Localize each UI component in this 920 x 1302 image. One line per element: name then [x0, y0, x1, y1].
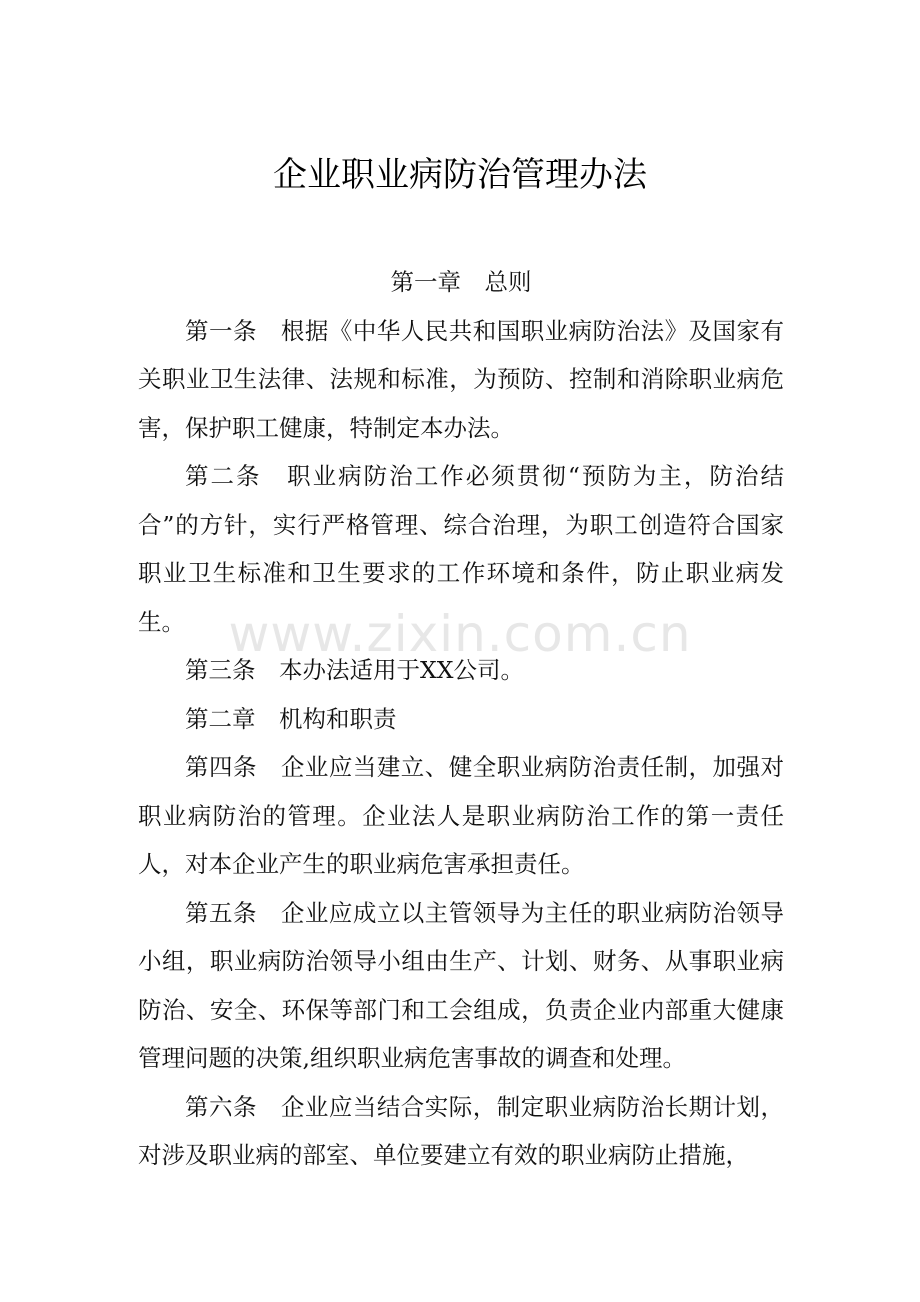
chapter-heading-1: 第一章 总则	[390, 268, 532, 296]
article-6: 第六条 企业应当结合实际，制定职业病防治长期计划，对涉及职业病的部室、单位要建立有效的职业病防止措施，	[138, 1092, 784, 1169]
watermark: www.zixin.com.cn	[228, 605, 692, 663]
article-2: 第二条 职业病防治工作必须贯彻“预防为主，防治结合”的方针，实行严格管理、综合治理，为职工创造符合国家职业卫生标准和卫生要求的工作环境和条件，防止职业病发生。	[138, 462, 784, 636]
document-title: 企业职业病防治管理办法	[273, 155, 647, 195]
article-3: 第三条 本办法适用于XX公司。	[185, 656, 524, 684]
article-4: 第四条 企业应当建立、健全职业病防治责任制，加强对职业病防治的管理。企业法人是职业病防治工作的第一责任人，对本企业产生的职业病危害承担责任。	[138, 753, 784, 878]
article-1: 第一条 根据《中华人民共和国职业病防治法》及国家有关职业卫生法律、法规和标准，为预防、控制和消除职业病危害，保护职工健康，特制定本办法。	[138, 316, 784, 442]
document-body	[138, 258, 784, 1180]
article-5: 第五条 企业应成立以主管领导为主任的职业病防治领导小组，职业病防治领导小组由生产、计划、财务、从事职业病防治、安全、环保等部门和工会组成，负责企业内部重大健康管理问题的决策,组织职业病危害事故的调查和处理。	[138, 898, 784, 1072]
chapter-heading-2: 第二章 机构和职责	[185, 704, 397, 733]
